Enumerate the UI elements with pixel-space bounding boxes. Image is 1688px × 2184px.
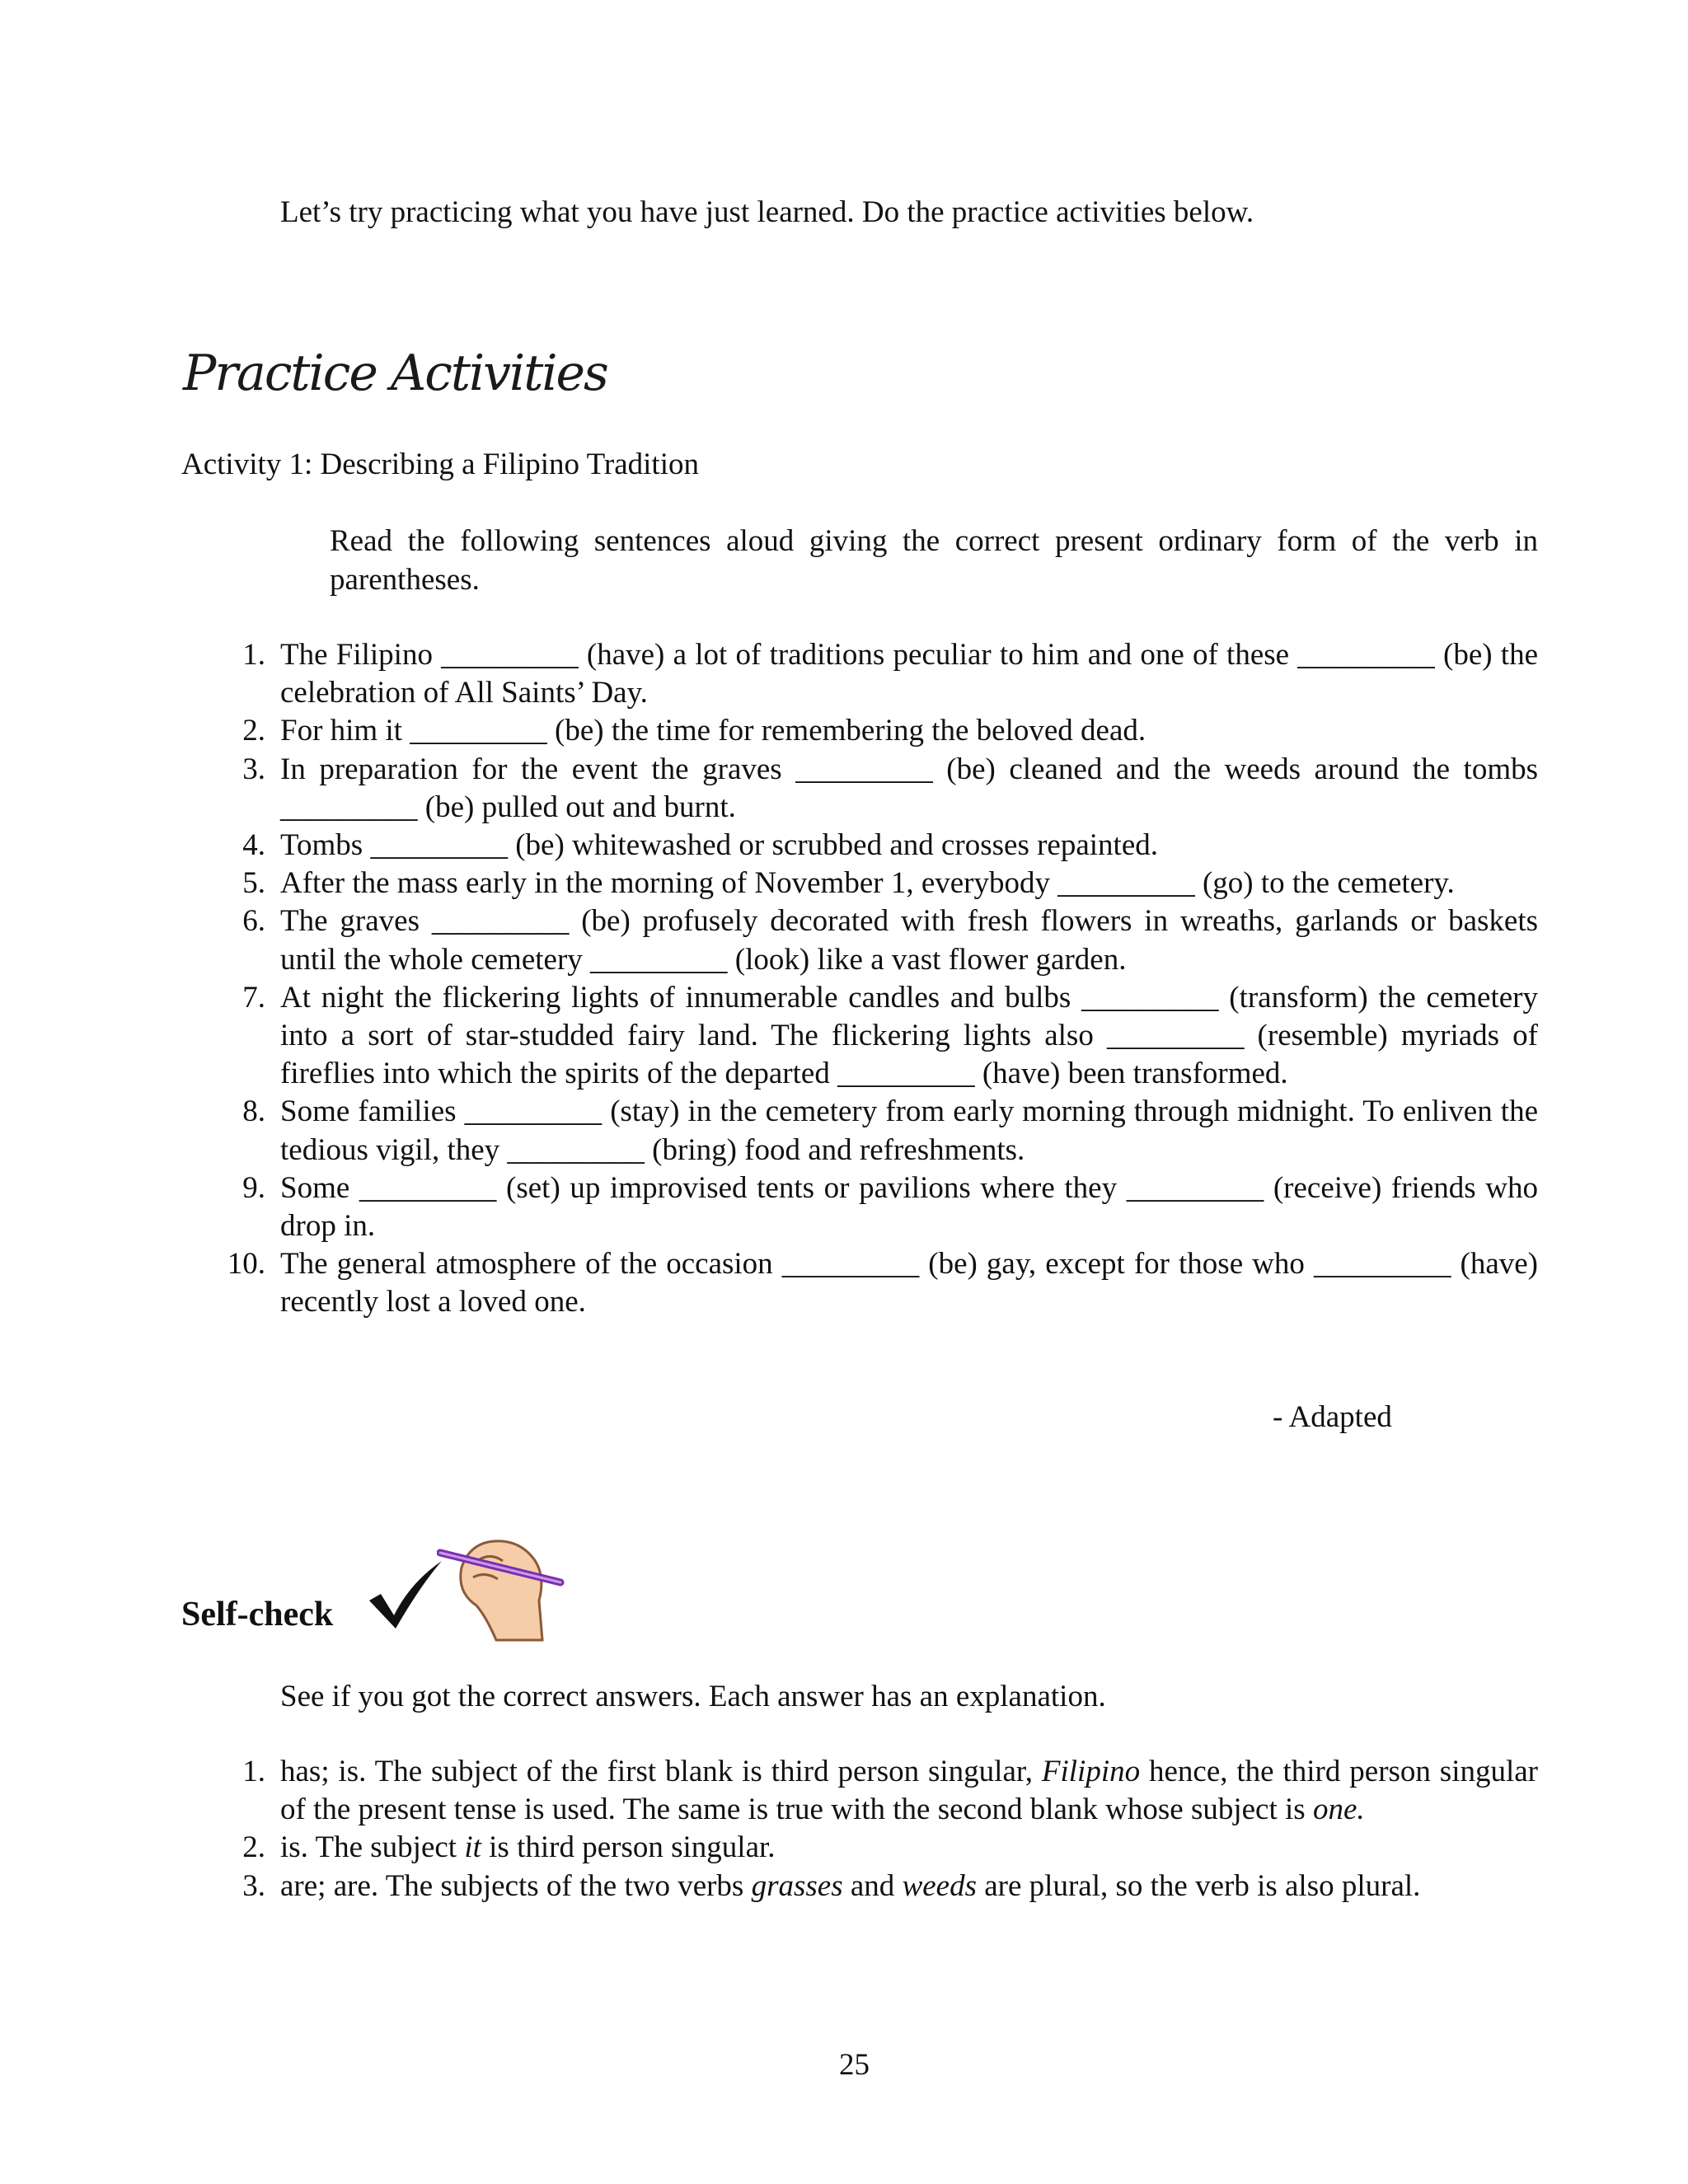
item-text: Tombs _________ (be) whitewashed or scrubbed and crosses repainted. (280, 828, 1158, 863)
item-number: 1. (242, 1755, 265, 1788)
answer-text: and (842, 1868, 903, 1903)
item-text: For him it _________ (be) the time for remembering the beloved dead. (280, 714, 1146, 748)
list-item (223, 636, 1538, 712)
item-number: 2. (242, 714, 265, 748)
source-credit: - Adapted (1273, 1400, 1392, 1434)
list-item (223, 1753, 1538, 1829)
item-number: 3. (242, 752, 265, 786)
item-number: 10. (227, 1247, 265, 1282)
item-number: 4. (242, 828, 265, 863)
answer-text: is. The subject (280, 1830, 465, 1865)
item-text: After the mass early in the morning of November 1, everybody _________ (go) to the cemetery. (280, 866, 1455, 901)
italic-term: Filipino (1041, 1755, 1141, 1788)
selfcheck-intro: See if you got the correct answers. Each answer has an explanation. (280, 1680, 1106, 1713)
checkmark-icon (363, 1558, 445, 1632)
list-item (223, 751, 1538, 827)
answer-text: is third person singular. (481, 1830, 776, 1865)
instructions-text: Read the following sentences aloud giving the correct present ordinary form of the verb in parentheses. (330, 524, 1538, 597)
item-text: In preparation for the event the graves _________ (be) cleaned and the weeds around the tombs _________ (be) pulled out and burnt. (280, 752, 1538, 824)
item-text: The graves _________ (be) profusely decorated with fresh flowers in wreaths, garlands or baskets until the whole cemetery _________ (look) like a vast flower garden. (280, 904, 1538, 977)
italic-term: weeds (902, 1868, 977, 1903)
item-number: 1. (242, 638, 265, 672)
item-text: Some families _________ (stay) in the cemetery from early morning through midnight. To enliven the tedious vigil, they _________ (bring) food and refreshments. (280, 1094, 1538, 1167)
activity-title: Activity 1: Describing a Filipino Tradition (181, 448, 699, 481)
list-item (223, 1093, 1538, 1169)
list-item (223, 1829, 1538, 1867)
item-number: 6. (242, 904, 265, 939)
intro-text: Let’s try practicing what you have just learned. Do the practice activities below. (280, 195, 1254, 229)
list-item (223, 902, 1538, 978)
item-number: 2. (242, 1830, 265, 1865)
selfcheck-title: Self-check (181, 1596, 334, 1633)
section-title: Practice Activities (183, 344, 607, 402)
item-number: 9. (242, 1170, 265, 1205)
list-item (223, 1868, 1538, 1905)
exercise-list (223, 636, 1538, 1322)
list-item (223, 1245, 1538, 1321)
page-number: 25 (839, 2048, 870, 2082)
item-number: 8. (242, 1094, 265, 1129)
item-text: The Filipino _________ (have) a lot of traditions peculiar to him and one of these _________ (be) the celebration of All Saints’ Day. (280, 638, 1538, 710)
answer-text: are plural, so the verb is also plural. (977, 1868, 1421, 1903)
item-number: 5. (242, 866, 265, 901)
list-item (223, 865, 1538, 902)
list-item (223, 979, 1538, 1094)
item-text: The general atmosphere of the occasion _________ (be) gay, except for those who _________ (have) recently lost a loved one. (280, 1247, 1538, 1319)
italic-term: one. (1312, 1793, 1365, 1827)
writing-hand-icon (437, 1535, 569, 1642)
list-item (223, 1169, 1538, 1245)
item-text: Some _________ (set) up improvised tents or pavilions where they _________ (receive) friends who drop in. (280, 1170, 1538, 1244)
italic-term: it (464, 1830, 481, 1865)
item-text: At night the flickering lights of innumerable candles and bulbs _________ (transform) the cemetery into a sort of star-studded fairy land. The flickering lights also _________ (resemble) myriads of fireflies into which the spirits of the departed _________ (have) been transformed. (280, 980, 1538, 1091)
answer-text: has; is. The subject of the first blank is third person singular, (280, 1755, 1042, 1788)
italic-term: grasses (751, 1868, 843, 1903)
list-item (223, 827, 1538, 865)
answer-list (223, 1753, 1538, 1905)
item-number: 3. (242, 1868, 265, 1903)
list-item (223, 712, 1538, 750)
item-number: 7. (242, 980, 265, 1015)
answer-text: hence, the third person singular of the present tense is used. The same is true with the second blank whose subject is (280, 1755, 1539, 1827)
answer-text: are; are. The subjects of the two verbs (280, 1868, 752, 1903)
